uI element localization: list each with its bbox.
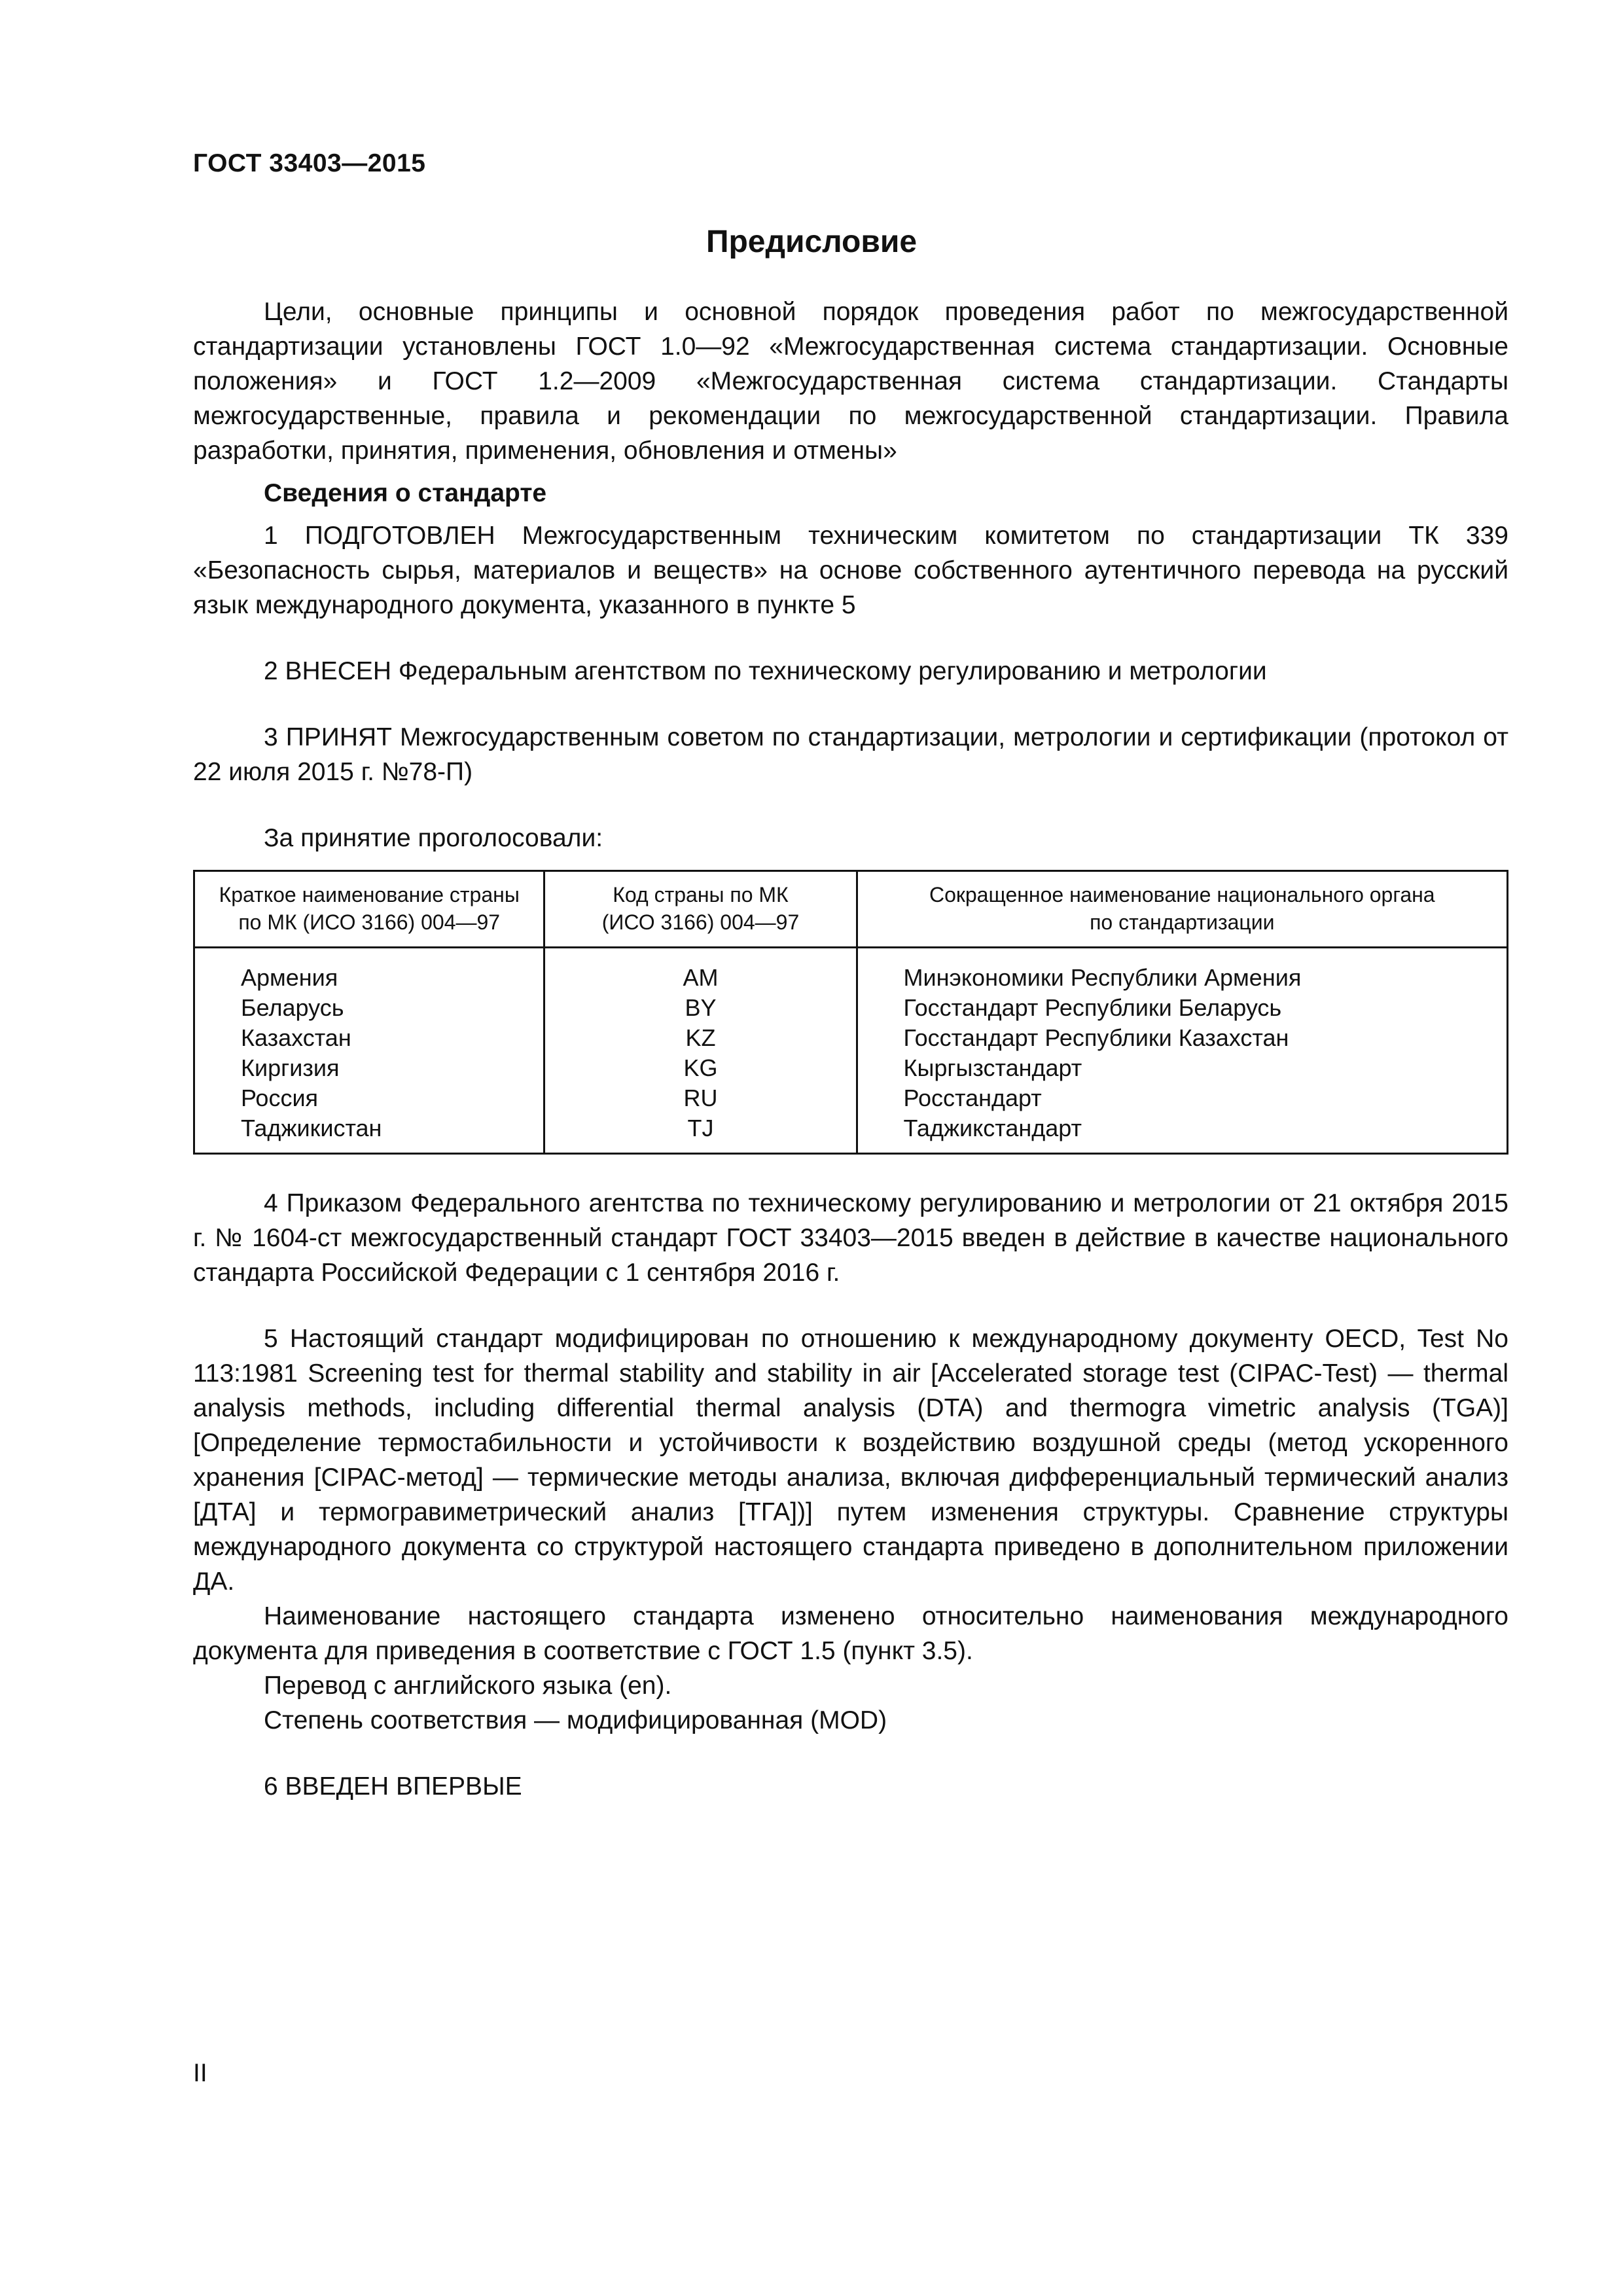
- item-5-translation-note: Перевод с английского языка (en).: [264, 1672, 672, 1700]
- table-row: [194, 948, 1508, 994]
- item-6-paragraph: 6 ВВЕДЕН ВПЕРВЫЕ: [264, 1772, 522, 1801]
- org-cell: Росстандарт: [857, 1083, 1507, 1113]
- country-cell: Киргизия: [241, 1054, 340, 1081]
- code-cell: KZ: [544, 1023, 857, 1053]
- table-row: [194, 1113, 1508, 1154]
- page-number: II: [193, 2059, 207, 2087]
- vote-intro-text: За принятие проголосовали:: [264, 824, 603, 852]
- org-cell: Минэкономики Республики Армения: [857, 948, 1507, 994]
- item-5-degree-note: Степень соответствия — модифицированная (MOD): [264, 1706, 887, 1734]
- section-heading: Сведения о стандарте: [264, 479, 547, 507]
- item-3-paragraph: 3 ПРИНЯТ Межгосударственным советом по стандартизации, метрологии и сертификации (протокол от 22 июля 2015 г. №78-П): [193, 723, 1508, 786]
- header-org: Сокращенное наименование национального органа по стандартизации: [857, 871, 1507, 948]
- voting-countries-table: [193, 870, 1508, 1155]
- table-row: [194, 1053, 1508, 1083]
- table-row: [194, 993, 1508, 1023]
- table-header-row: [194, 871, 1508, 948]
- document-body: [193, 295, 1508, 1804]
- country-cell: Таджикистан: [241, 1115, 382, 1141]
- header-code: Код страны по МК (ИСО 3166) 004—97: [544, 871, 857, 948]
- table-row: [194, 1083, 1508, 1113]
- item-4-paragraph: 4 Приказом Федерального агентства по техническому регулированию и метрологии от 21 октября 2015 г. № 1604-ст межгосударственный стандарт ГОСТ 33403—2015 введен в действие в качестве национального стандарта Российской Федерации с 1 сентября 2016 г.: [193, 1189, 1508, 1287]
- country-cell: Армения: [241, 964, 338, 991]
- org-cell: Госстандарт Республики Казахстан: [857, 1023, 1507, 1053]
- item-1-paragraph: 1 ПОДГОТОВЛЕН Межгосударственным техническим комитетом по стандартизации ТК 339 «Безопасность сырья, материалов и веществ» на основе собственного аутентичного перевода на русский язык международного документа, указанного в пункте 5: [193, 522, 1508, 619]
- country-cell: Беларусь: [241, 994, 344, 1021]
- code-cell: TJ: [544, 1113, 857, 1154]
- page-title: Предисловие: [705, 224, 918, 259]
- code-cell: AM: [544, 948, 857, 994]
- country-cell: Россия: [241, 1085, 319, 1111]
- item-2-paragraph: 2 ВНЕСЕН Федеральным агентством по техническому регулированию и метрологии: [264, 657, 1267, 685]
- code-cell: BY: [544, 993, 857, 1023]
- item-5-name-note: Наименование настоящего стандарта изменено относительно наименования международного документа для приведения в соответствие с ГОСТ 1.5 (пункт 3.5).: [193, 1602, 1508, 1665]
- intro-paragraph: Цели, основные принципы и основной порядок проведения работ по межгосударственной стандартизации установлены ГОСТ 1.0—92 «Межгосударственная система стандартизации. Основные положения» и ГОСТ 1.2—2009 «Межгосударственная система стандартизации. Стандарты межгосударственные, правила и рекомендации по межгосударственной стандартизации. Правила разработки, принятия, применения, обновления и отмены»: [193, 298, 1508, 465]
- org-cell: Таджикстандарт: [857, 1113, 1507, 1154]
- header-country: Краткое наименование страны по МК (ИСО 3166) 004—97: [194, 871, 544, 948]
- org-cell: Госстандарт Республики Беларусь: [857, 993, 1507, 1023]
- code-cell: KG: [544, 1053, 857, 1083]
- document-code: ГОСТ 33403—2015: [193, 149, 426, 177]
- item-5-paragraph: 5 Настоящий стандарт модифицирован по отношению к международному документу OECD, Test No 113:1981 Screening test for thermal stability and stability in air [Accelerated storage test (CIPAC-Test) — thermal analysis methods, including differential thermal analysis (DTA) and thermogra vimetric analysis (TGA)] [Определение термостабильности и устойчивости к воздействию воздушной среды (метод ускоренного хранения [CIPAC-метод] — термические методы анализа, включая дифференциальный термический анализ [ДТА] и термогравиметрический анализ [ТГА])] путем изменения структуры. Сравнение структуры международного документа со структурой настоящего стандарта приведено в дополнительном приложении ДА.: [193, 1325, 1508, 1596]
- org-cell: Кыргызстандарт: [857, 1053, 1507, 1083]
- code-cell: RU: [544, 1083, 857, 1113]
- table-row: [194, 1023, 1508, 1053]
- country-cell: Казахстан: [241, 1024, 351, 1051]
